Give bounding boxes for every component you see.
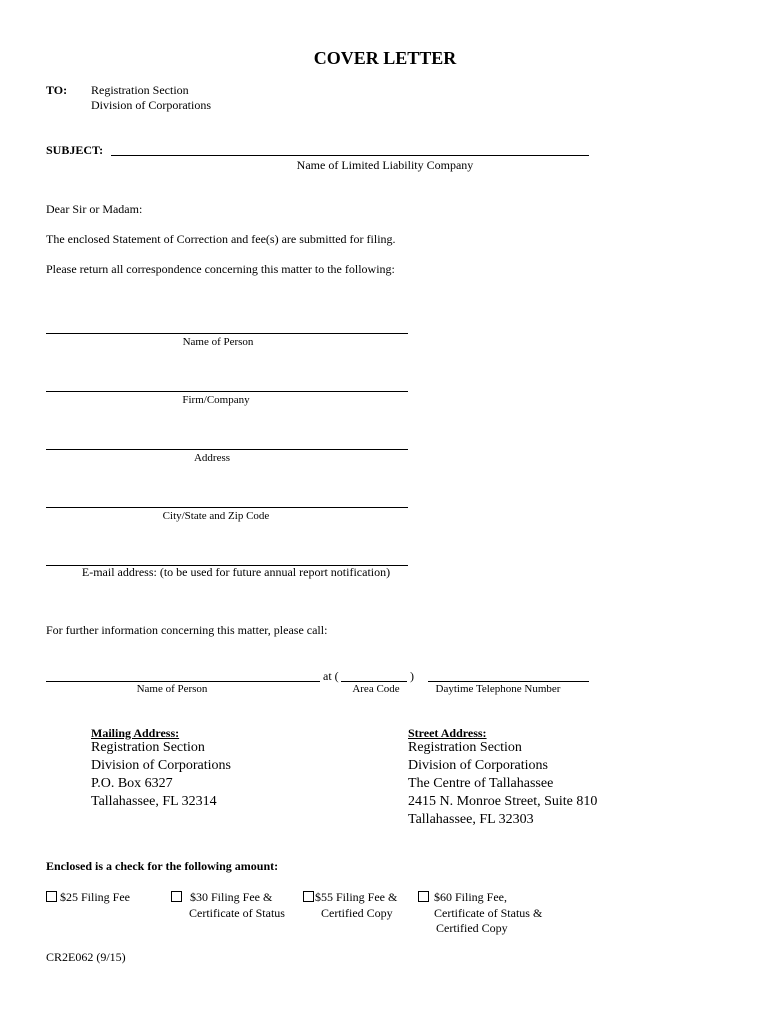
name-of-person-caption: Name of Person [182,336,254,348]
mailing-line-2: Division of Corporations [91,758,231,773]
address-field[interactable] [46,449,408,450]
subject-field[interactable] [111,155,589,156]
city-state-zip-caption: City/State and Zip Code [162,510,270,522]
to-line-1: Registration Section [91,83,189,97]
subject-label: SUBJECT: [46,143,104,157]
city-state-zip-field[interactable] [46,507,408,508]
close-paren: ) [410,669,414,683]
contact-name-caption: Name of Person [136,683,208,695]
page-title: COVER LETTER [313,48,457,68]
telephone-field[interactable] [428,681,589,682]
fee-30-label-2: Certificate of Status [189,906,285,920]
fee-30-checkbox[interactable] [171,891,182,902]
paragraph-1: The enclosed Statement of Correction and fee(s) are submitted for filing. [46,232,396,246]
street-line-1: Registration Section [408,740,522,755]
subject-caption: Name of Limited Liability Company [296,158,474,172]
form-code: CR2E062 (9/15) [46,950,126,964]
email-caption: E-mail address: (to be used for future annual report notification) [81,565,391,579]
telephone-caption: Daytime Telephone Number [435,683,561,695]
street-heading: Street Address: [408,726,487,740]
firm-company-caption: Firm/Company [182,394,250,406]
fee-55-label-2: Certified Copy [321,906,393,920]
area-code-caption: Area Code [352,683,400,695]
mailing-heading: Mailing Address: [91,726,180,740]
contact-name-field[interactable] [46,681,320,682]
fee-60-label-1: $60 Filing Fee, [434,890,508,904]
fee-30-label-1: $30 Filing Fee & [190,890,273,904]
paragraph-2: Please return all correspondence concerning this matter to the following: [46,262,395,276]
to-label: TO: [46,83,68,97]
fee-option-30[interactable] [171,890,272,905]
address-caption: Address [193,452,231,464]
fee-option-25[interactable] [46,890,130,905]
fee-25-label: $25 Filing Fee [60,890,131,904]
fee-60-label-3: Certified Copy [436,921,508,935]
mailing-line-1: Registration Section [91,740,205,755]
street-line-5: Tallahassee, FL 32303 [408,812,534,827]
further-info: For further information concerning this matter, please call: [46,623,328,637]
fee-60-label-2: Certificate of Status & [434,906,543,920]
fee-option-60[interactable] [418,890,507,905]
name-of-person-field[interactable] [46,333,408,334]
at-text: at ( [323,669,339,683]
mailing-line-3: P.O. Box 6327 [91,776,173,791]
enclosed-heading: Enclosed is a check for the following amount: [46,859,279,873]
fee-25-checkbox[interactable] [46,891,57,902]
fee-55-checkbox[interactable] [303,891,314,902]
firm-company-field[interactable] [46,391,408,392]
to-line-2: Division of Corporations [91,98,211,112]
fee-55-label-1: $55 Filing Fee & [315,890,398,904]
street-line-2: Division of Corporations [408,758,548,773]
street-line-3: The Centre of Tallahassee [408,776,554,791]
fee-60-checkbox[interactable] [418,891,429,902]
area-code-field[interactable] [341,681,407,682]
salutation: Dear Sir or Madam: [46,202,143,216]
mailing-line-4: Tallahassee, FL 32314 [91,794,217,809]
fee-option-55[interactable] [303,890,397,905]
street-line-4: 2415 N. Monroe Street, Suite 810 [408,794,598,809]
